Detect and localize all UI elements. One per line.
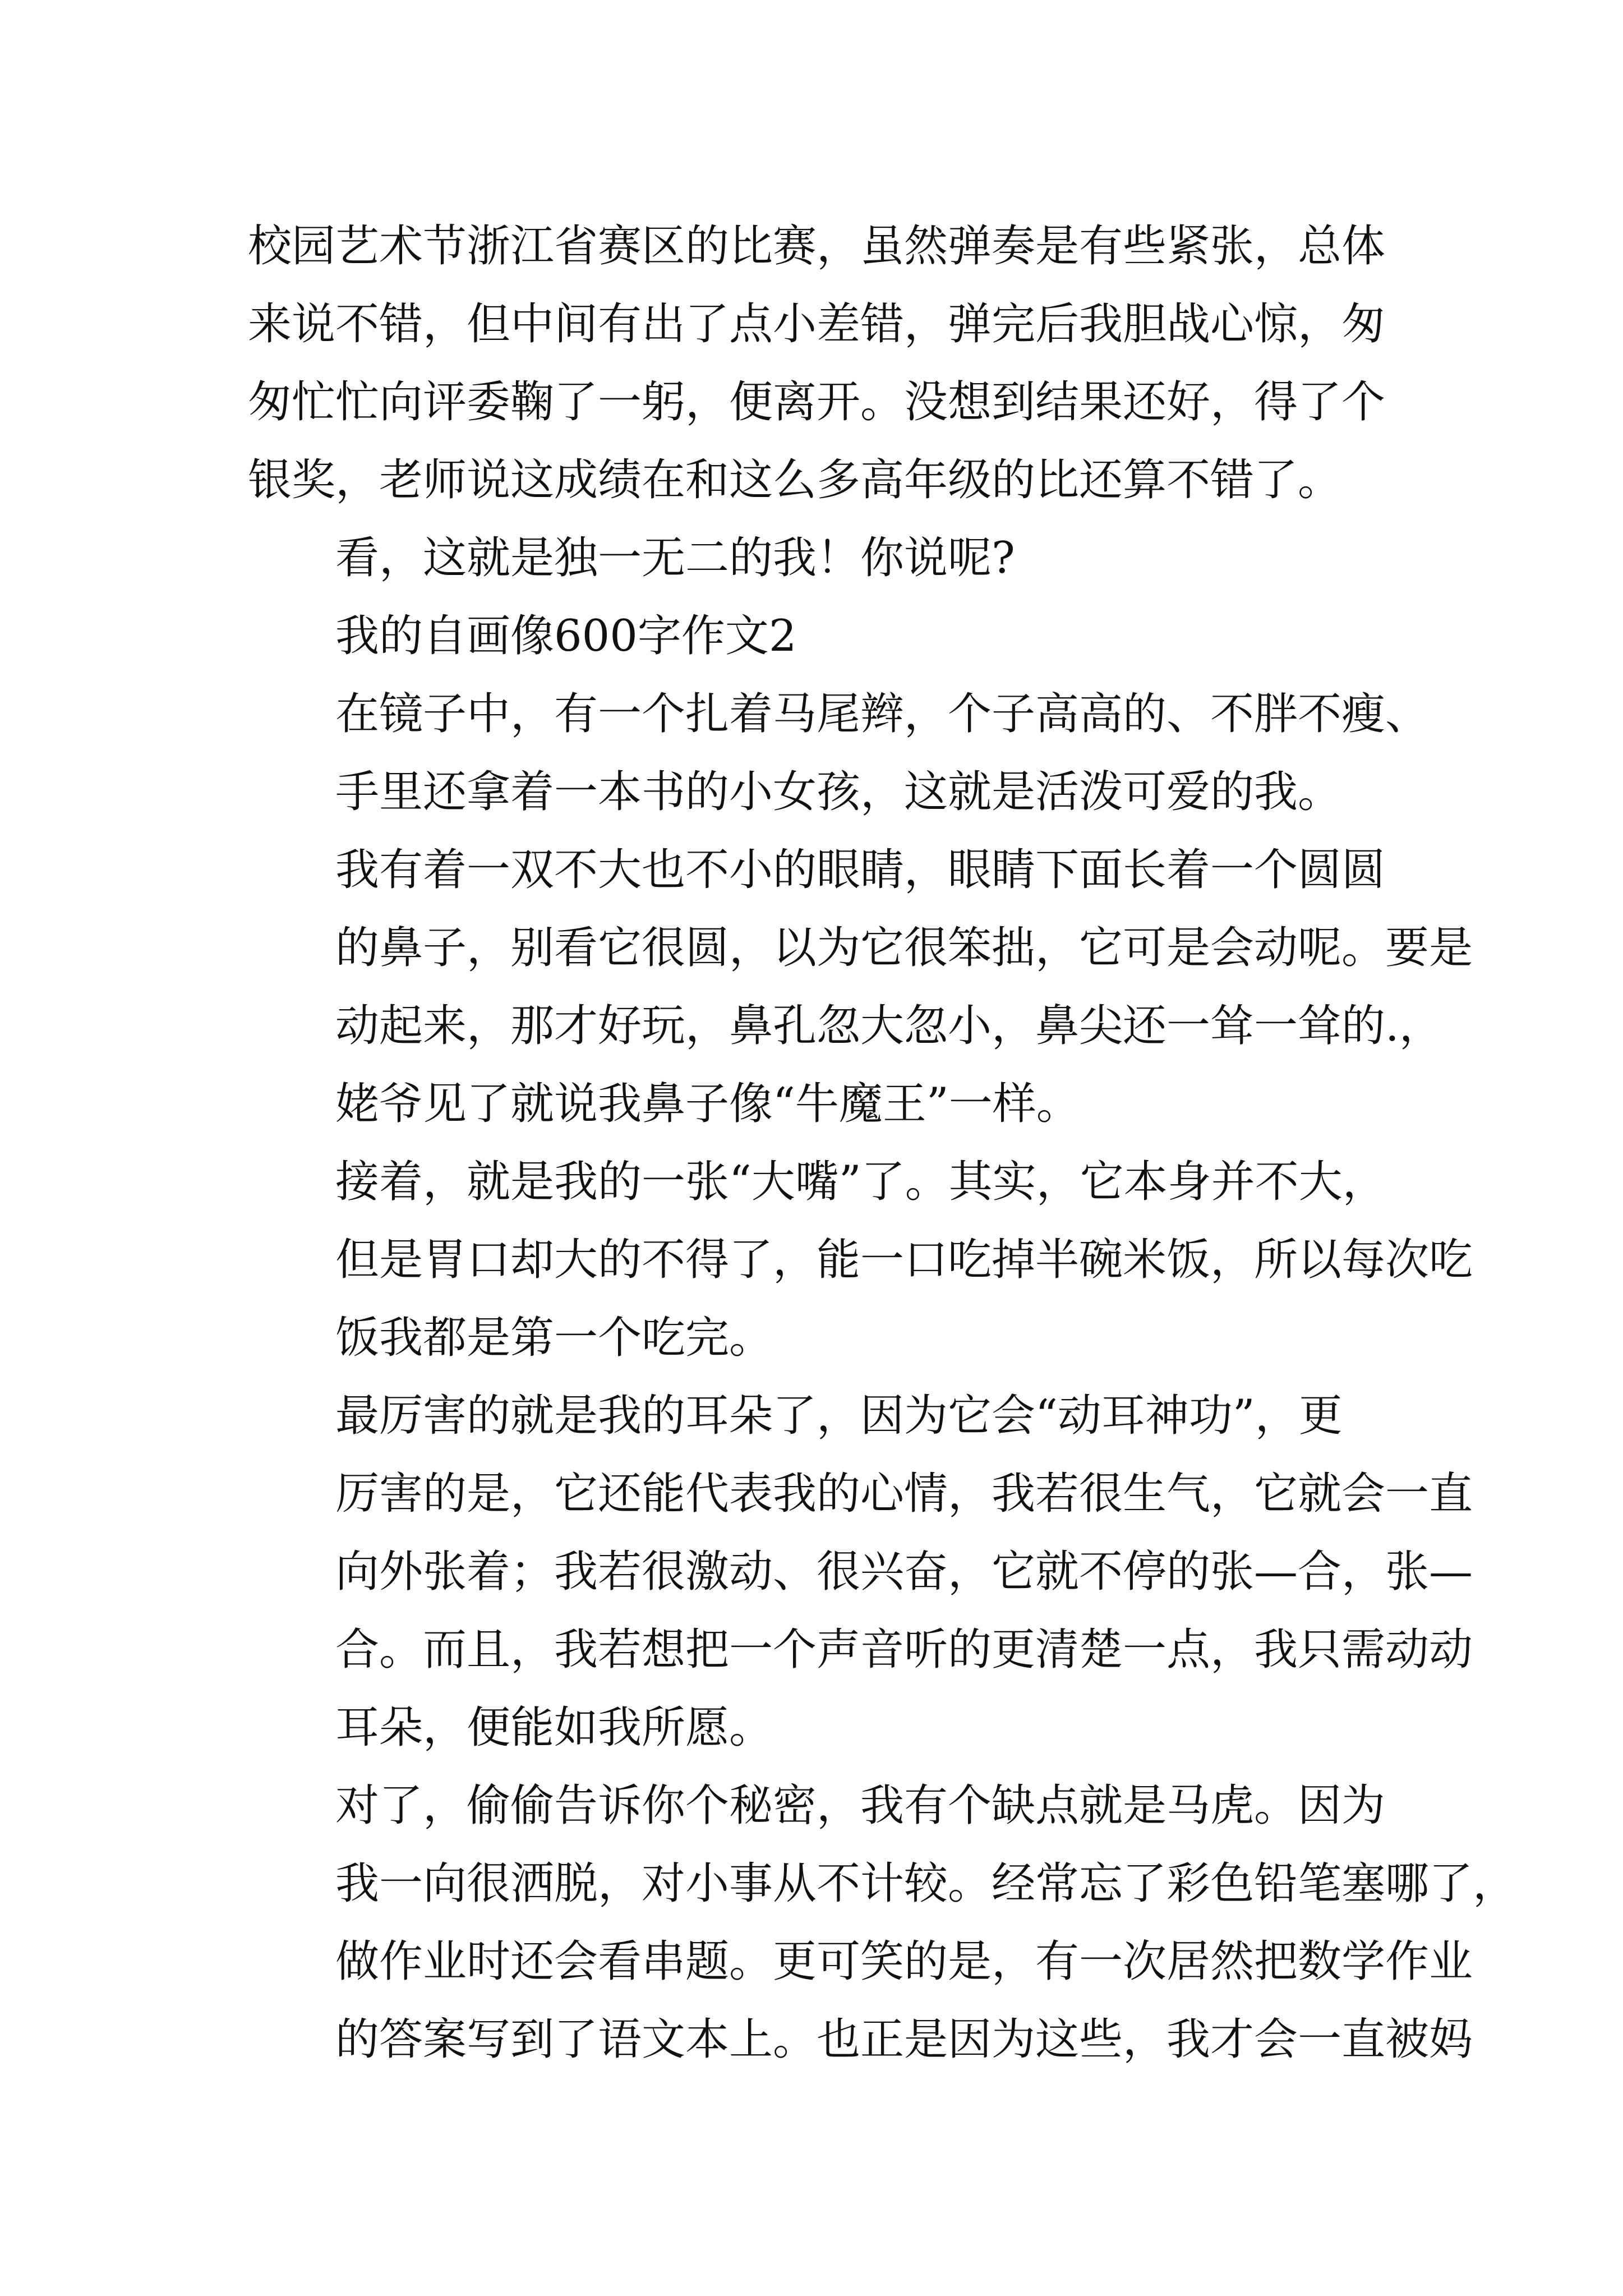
paragraph-6: [248, 1143, 1473, 1377]
text-line: 做作业时还会看串题。更可笑的是，有一次居然把数学作业: [335, 1936, 1473, 1987]
text-line: 在镜子中，有一个扎着马尾辫，个子高高的、不胖不瘦、: [335, 689, 1430, 739]
text-line: 最厉害的就是我的耳朵了，因为它会“动耳神功”，更: [335, 1391, 1343, 1441]
text-line: 银奖，老师说这成绩在和这么多高年级的比还算不错了。: [248, 455, 1342, 505]
text-line: 但是胃口却大的不得了，能一口吃掉半碗米饭，所以每次吃: [335, 1235, 1473, 1285]
paragraph-8: [248, 1767, 1517, 2079]
text-line: 看，这就是独一无二的我！你说呢?: [335, 533, 1015, 583]
text-line: 我有着一双不大也不小的眼睛，眼睛下面长着一个圆圆: [335, 845, 1386, 895]
text-line: 饭我都是第一个吃完。: [335, 1313, 773, 1363]
text-line: 的鼻子，别看它很圆，以为它很笨拙，它可是会动呢。要是: [335, 923, 1473, 973]
text-line: 匆忙忙向评委鞠了一躬，便离开。没想到结果还好，得了个: [248, 377, 1386, 427]
text-line: 手里还拿着一本书的小女孩，这就是活泼可爱的我。: [335, 767, 1342, 817]
text-line: 接着，就是我的一张“大嘴”了。其实，它本身并不大，: [335, 1157, 1386, 1207]
text-line: 来说不错，但中间有出了点小差错，弹完后我胆战心惊，匆: [248, 299, 1386, 349]
essay-title: [248, 597, 1394, 675]
text-line: 的答案写到了语文本上。也正是因为这些，我才会一直被妈: [335, 2014, 1473, 2065]
text-line: 我一向很洒脱，对小事从不计较。经常忘了彩色铅笔塞哪了，: [335, 1858, 1517, 1909]
paragraph-4: [248, 675, 1430, 831]
text-line: 校园艺术节浙江省赛区的比赛，虽然弹奏是有些紧张，总体: [248, 221, 1386, 272]
text-line: 厉害的是，它还能代表我的心情，我若很生气，它就会一直: [335, 1469, 1473, 1519]
text-line: 动起来，那才好玩，鼻孔忽大忽小，鼻尖还一耸一耸的.，: [335, 1001, 1443, 1051]
essay-body: [248, 208, 1517, 2079]
paragraph-5: [248, 831, 1473, 1143]
text-line: 合。而且，我若想把一个声音听的更清楚一点，我只需动动: [335, 1625, 1473, 1675]
paragraph-1: [248, 208, 1394, 519]
text-line: 耳朵，便能如我所愿。: [335, 1703, 773, 1753]
paragraph-7: [248, 1377, 1473, 1767]
text-line: 对了，偷偷告诉你个秘密，我有个缺点就是马虎。因为: [335, 1780, 1386, 1831]
text-line: 姥爷见了就说我鼻子像“牛魔王”一样。: [335, 1079, 1080, 1129]
text-line: 我的自画像600字作文2: [335, 611, 797, 661]
paragraph-2: [248, 519, 1394, 597]
text-line: 向外张着；我若很激动、很兴奋，它就不停的张—合，张—: [335, 1547, 1473, 1597]
